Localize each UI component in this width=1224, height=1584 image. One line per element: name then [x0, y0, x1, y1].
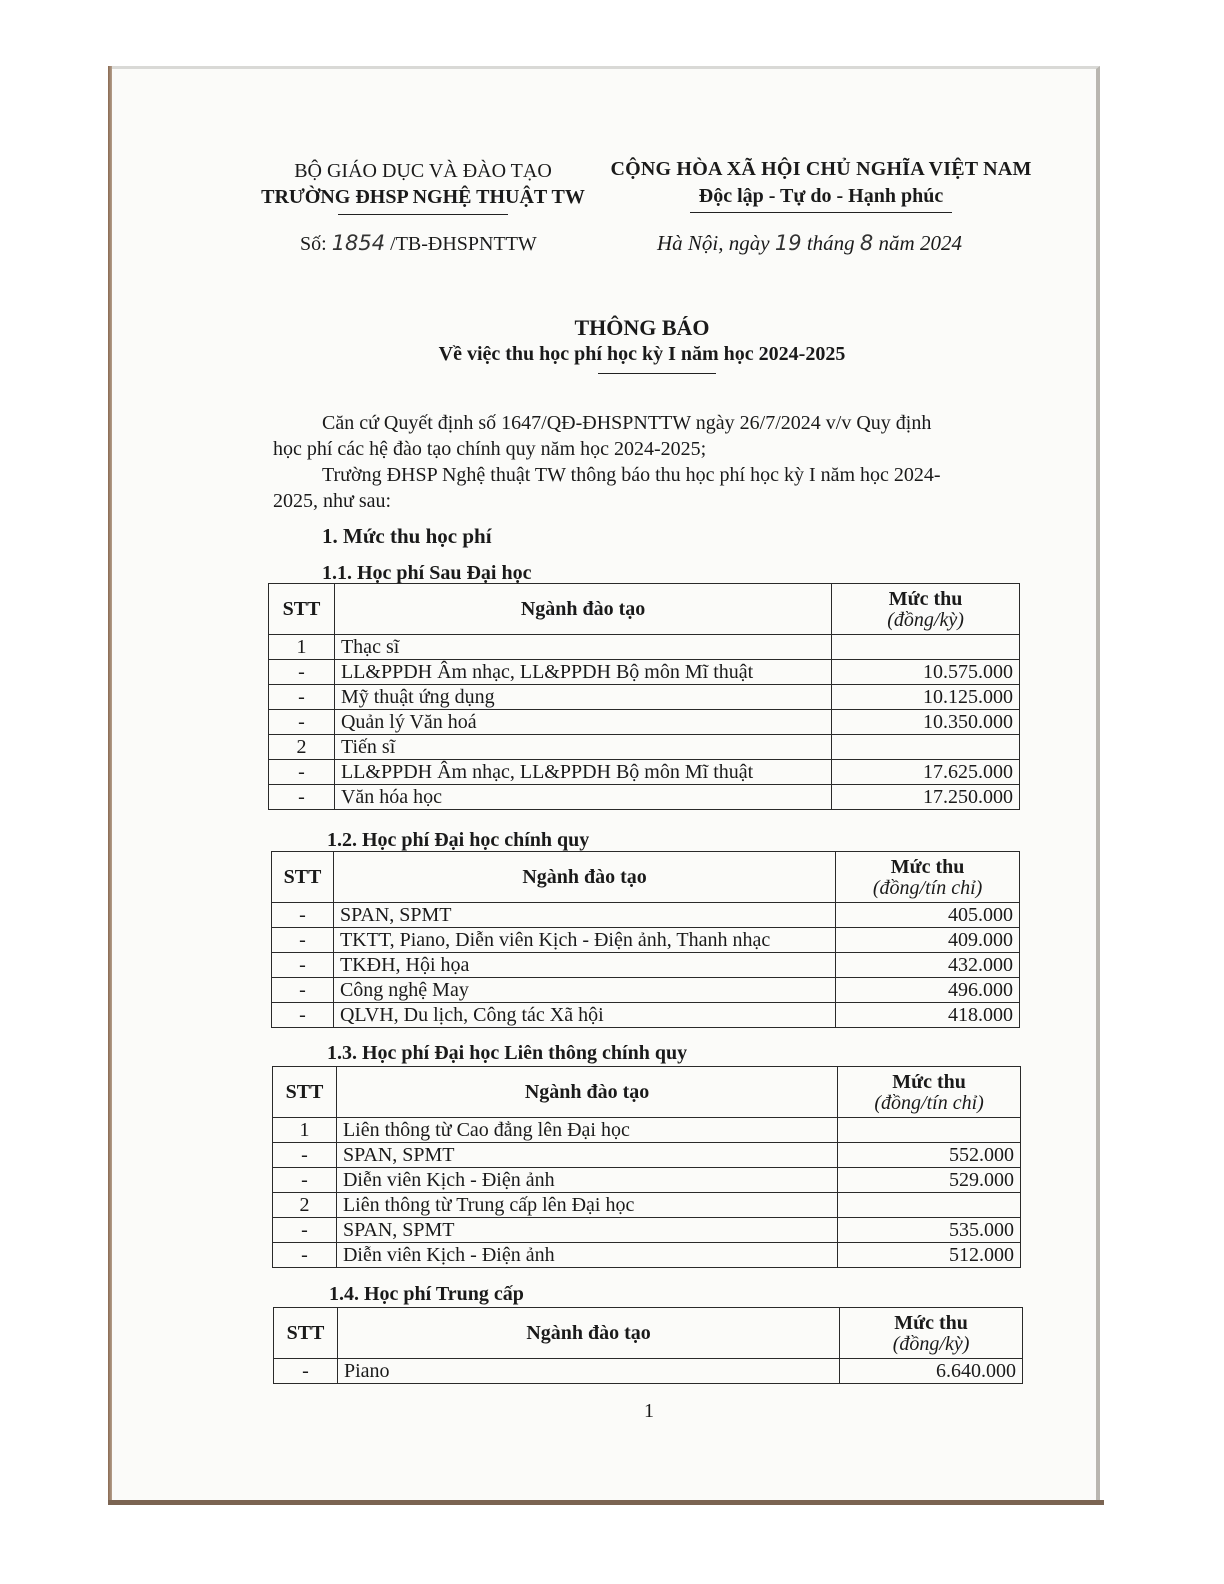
document-date: [657, 231, 962, 256]
row-stt: -: [269, 760, 335, 785]
table-row: [273, 1118, 1021, 1143]
table-header-row: [274, 1308, 1023, 1359]
row-program: SPAN, SPMT: [336, 1143, 837, 1168]
row-fee: 10.125.000: [832, 685, 1020, 710]
fee-header: [840, 1308, 1023, 1359]
row-program: Công nghệ May: [333, 978, 835, 1003]
row-fee: 6.640.000: [840, 1359, 1023, 1384]
row-program: LL&PPDH Âm nhạc, LL&PPDH Bộ môn Mĩ thuật: [334, 760, 831, 785]
row-fee: [832, 635, 1020, 660]
intermediate-fee-table: [273, 1307, 1023, 1384]
row-program: Tiến sĩ: [334, 735, 831, 760]
table-row: [273, 1218, 1021, 1243]
fee-header-label: Mức thu: [890, 856, 965, 878]
table-row: [269, 785, 1020, 810]
program-header: Ngành đào tạo: [334, 584, 831, 635]
row-stt: 1: [269, 635, 335, 660]
table-row: [272, 1003, 1020, 1028]
stt-header: STT: [269, 584, 335, 635]
table-row: [269, 760, 1020, 785]
doc-number-suffix: /TB-ĐHSPNTTW: [390, 233, 537, 255]
row-program: Piano: [337, 1359, 839, 1384]
row-program: Diễn viên Kịch - Điện ảnh: [336, 1168, 837, 1193]
table-row: [272, 978, 1020, 1003]
fee-header-unit: (đồng/tín chỉ): [874, 1092, 984, 1114]
doc-number-handwritten: 1854: [331, 231, 386, 255]
date-month: 8: [859, 231, 874, 255]
row-fee: 418.000: [836, 1003, 1020, 1028]
row-stt: -: [273, 1143, 337, 1168]
table-row: [272, 953, 1020, 978]
row-fee: 512.000: [838, 1243, 1021, 1268]
table-row: [269, 660, 1020, 685]
fee-header-label: Mức thu: [892, 1071, 966, 1093]
row-stt: -: [269, 660, 335, 685]
row-stt: -: [269, 785, 335, 810]
row-program: Mỹ thuật ứng dụng: [334, 685, 831, 710]
table-row: [273, 1193, 1021, 1218]
fee-header: [836, 852, 1020, 903]
row-program: QLVH, Du lịch, Công tác Xã hội: [333, 1003, 835, 1028]
stt-header: STT: [272, 852, 334, 903]
row-stt: -: [273, 1218, 337, 1243]
document-subtitle: Về việc thu học phí học kỳ I năm học 2024-2025: [438, 343, 846, 365]
page-number: 1: [644, 1400, 654, 1422]
table-row: [273, 1243, 1021, 1268]
stt-header: STT: [274, 1308, 338, 1359]
row-program: SPAN, SPMT: [333, 903, 835, 928]
section-1-heading: 1. Mức thu học phí: [322, 524, 492, 548]
row-fee: 10.350.000: [832, 710, 1020, 735]
row-program: Liên thông từ Cao đẳng lên Đại học: [336, 1118, 837, 1143]
table-row: [273, 1168, 1021, 1193]
table-header-row: [269, 584, 1020, 635]
fee-header-unit: (đồng/tín chỉ): [872, 877, 983, 899]
motto-underline: [690, 212, 952, 213]
row-fee: 432.000: [836, 953, 1020, 978]
date-day: 19: [774, 231, 802, 255]
table-row: [273, 1143, 1021, 1168]
fee-header-unit: (đồng/kỳ): [887, 609, 964, 631]
row-program: LL&PPDH Âm nhạc, LL&PPDH Bộ môn Mĩ thuật: [334, 660, 831, 685]
subsection-1-1-heading: 1.1. Học phí Sau Đại học: [322, 562, 532, 584]
fee-header-label: Mức thu: [888, 588, 963, 610]
row-stt: -: [272, 953, 334, 978]
row-stt: 2: [273, 1193, 337, 1218]
row-stt: -: [272, 903, 334, 928]
row-fee: 17.250.000: [832, 785, 1020, 810]
table-row: [272, 928, 1020, 953]
document-title: THÔNG BÁO: [574, 315, 710, 340]
stt-header: STT: [273, 1067, 337, 1118]
table-row: [269, 735, 1020, 760]
republic-name: CỘNG HÒA XÃ HỘI CHỦ NGHĨA VIỆT NAM: [610, 158, 1032, 180]
fee-header: [838, 1067, 1021, 1118]
header-left: [250, 158, 596, 215]
row-stt: -: [272, 928, 334, 953]
row-stt: 2: [269, 735, 335, 760]
row-fee: [838, 1193, 1021, 1218]
row-program: Thạc sĩ: [334, 635, 831, 660]
row-fee: 535.000: [838, 1218, 1021, 1243]
row-stt: -: [274, 1359, 338, 1384]
table-row: [272, 903, 1020, 928]
paper-shadow-bottom: [108, 1500, 1104, 1505]
program-header: Ngành đào tạo: [337, 1308, 839, 1359]
transfer-fee-table: [272, 1066, 1021, 1268]
fee-header-unit: (đồng/kỳ): [892, 1333, 970, 1355]
table-row: [269, 710, 1020, 735]
row-fee: 409.000: [836, 928, 1020, 953]
date-year: năm 2024: [878, 231, 962, 255]
row-program: TKĐH, Hội họa: [333, 953, 835, 978]
row-program: Quản lý Văn hoá: [334, 710, 831, 735]
row-stt: 1: [273, 1118, 337, 1143]
row-fee: 405.000: [836, 903, 1020, 928]
paragraph-1-line-1: Căn cứ Quyết định số 1647/QĐ-ĐHSPNTTW ngày 26/7/2024 v/v Quy định: [322, 412, 932, 434]
paragraph-1-line-2: học phí các hệ đào tạo chính quy năm học 2024-2025;: [273, 438, 707, 460]
row-stt: -: [269, 710, 335, 735]
row-fee: 496.000: [836, 978, 1020, 1003]
subsection-1-3-heading: 1.3. Học phí Đại học Liên thông chính quy: [327, 1042, 688, 1064]
table-row: [274, 1359, 1023, 1384]
doc-number-prefix: Số:: [300, 233, 327, 255]
row-program: Diễn viên Kịch - Điện ảnh: [336, 1243, 837, 1268]
date-month-prefix: tháng: [806, 231, 855, 255]
row-stt: -: [273, 1243, 337, 1268]
school-underline: [338, 214, 508, 215]
postgrad-fee-table: [268, 583, 1020, 810]
national-motto: Độc lập - Tự do - Hạnh phúc: [698, 185, 944, 207]
header-right: [606, 156, 1036, 213]
row-fee: [838, 1118, 1021, 1143]
table-header-row: [272, 852, 1020, 903]
row-stt: -: [273, 1168, 337, 1193]
row-stt: -: [272, 1003, 334, 1028]
table-header-row: [273, 1067, 1021, 1118]
row-fee: [832, 735, 1020, 760]
subsection-1-2-heading: 1.2. Học phí Đại học chính quy: [327, 829, 590, 851]
program-header: Ngành đào tạo: [336, 1067, 837, 1118]
table-row: [269, 635, 1020, 660]
document-number: [300, 231, 537, 256]
row-stt: -: [272, 978, 334, 1003]
program-header: Ngành đào tạo: [333, 852, 835, 903]
row-program: Liên thông từ Trung cấp lên Đại học: [336, 1193, 837, 1218]
paragraph-2-line-1: Trường ĐHSP Nghệ thuật TW thông báo thu học phí học kỳ I năm học 2024-: [322, 464, 941, 486]
row-fee: 17.625.000: [832, 760, 1020, 785]
fee-header-label: Mức thu: [894, 1312, 968, 1334]
fee-header: [832, 584, 1020, 635]
date-prefix: Hà Nội, ngày: [657, 231, 770, 255]
ministry-name: BỘ GIÁO DỤC VÀ ĐÀO TẠO: [294, 160, 552, 182]
school-name: TRƯỜNG ĐHSP NGHỆ THUẬT TW: [261, 186, 585, 208]
paragraph-2-line-2: 2025, như sau:: [273, 490, 392, 512]
row-fee: 10.575.000: [832, 660, 1020, 685]
subsection-1-4-heading: 1.4. Học phí Trung cấp: [329, 1283, 524, 1305]
row-program: TKTT, Piano, Diễn viên Kịch - Điện ảnh, Thanh nhạc: [333, 928, 835, 953]
row-program: SPAN, SPMT: [336, 1218, 837, 1243]
row-fee: 529.000: [838, 1168, 1021, 1193]
subtitle-underline: [598, 373, 716, 374]
table-row: [269, 685, 1020, 710]
row-program: Văn hóa học: [334, 785, 831, 810]
row-fee: 552.000: [838, 1143, 1021, 1168]
row-stt: -: [269, 685, 335, 710]
undergrad-fee-table: [271, 851, 1020, 1028]
